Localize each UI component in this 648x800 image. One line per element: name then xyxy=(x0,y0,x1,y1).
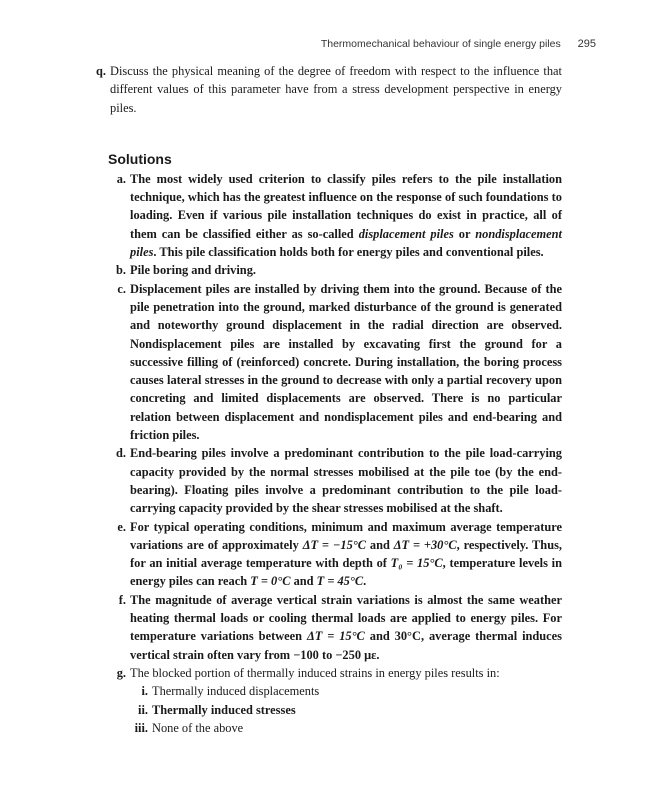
solution-a-term-nondisplacement: nondisplacement piles xyxy=(130,226,562,260)
solution-e-text-3: , respectively. Thus, for an initial average temperature with depth of xyxy=(130,537,563,571)
solution-b xyxy=(110,261,562,279)
solution-marker: e. xyxy=(117,519,126,534)
solution-e-text-1: For typical operating conditions, minimum and maximum average temperature variations are of approximately xyxy=(130,519,562,552)
solution-d xyxy=(110,444,562,517)
solution-a xyxy=(110,170,562,261)
math-t-max: T = 45°C xyxy=(316,574,364,589)
solution-marker: b. xyxy=(116,263,126,278)
solution-g xyxy=(110,664,562,682)
math-t-min: T = 0°C xyxy=(250,574,291,589)
solutions-heading: Solutions xyxy=(108,150,172,167)
solution-text: The blocked portion of thermally induced strains in energy piles results in: xyxy=(130,665,500,680)
option-marker: ii. xyxy=(138,702,148,717)
solution-text xyxy=(130,170,562,261)
solution-marker: d. xyxy=(116,446,126,461)
solution-e-text-6: . xyxy=(363,574,367,589)
solution-marker: a. xyxy=(116,171,126,186)
option-text: Thermally induced displacements xyxy=(152,684,320,699)
solutions-list xyxy=(110,170,562,737)
solution-e-text-5: and xyxy=(290,574,317,589)
math-delta-t-min: ΔT = −15°C xyxy=(302,537,366,552)
solution-text xyxy=(130,591,562,664)
solution-a-text-1: The most widely used criterion to classify piles refers to the pile installation technique, which has the greatest influence on the response of such foundations to loading. Even if various pile installation techniques do exist in practice, all of them can be classified either as so-called xyxy=(130,171,562,241)
solution-a-text-2: or xyxy=(453,226,476,241)
solution-e-text-2: and xyxy=(366,537,394,552)
solution-marker: c. xyxy=(117,281,126,296)
solution-a-term-displacement: displacement piles xyxy=(358,226,454,241)
solution-e xyxy=(110,518,562,591)
option-item xyxy=(130,701,562,719)
option-text: None of the above xyxy=(152,720,244,735)
solution-text: Displacement piles are installed by driving them into the ground. Because of the pile penetration into the ground, marked disturbance of the ground is generated and noteworthy ground displacement in the radial direction are observed. Nondisplacement piles are installed by excavating first the ground for a successive filling of (reinforced) concrete. During installation, the boring process causes lateral stresses in the ground to decrease with only a partial recovery upon concreting and limited displacements are observed. There is no particular relation between displacement and nondisplacement piles and end-bearing and friction piles. xyxy=(130,281,562,443)
question-q xyxy=(96,62,562,117)
solution-text: End-bearing piles involve a predominant contribution to the pile load-carrying capacity provided by the normal stresses mobilised at the pile toe (by the end-bearing). Floating piles involve a predominant contribution to the pile load-carrying capacity provided by the shear stresses mobilised at the shaft. xyxy=(130,446,562,516)
option-text-selected: Thermally induced stresses xyxy=(152,702,296,717)
math-t0: T₀ = 15°C xyxy=(390,556,443,571)
solution-e-text-4: , temperature levels in energy piles can reach xyxy=(130,556,562,589)
solution-text xyxy=(130,518,562,591)
option-item xyxy=(130,682,562,700)
option-marker: i. xyxy=(141,684,148,699)
page-number: 295 xyxy=(577,38,596,50)
solution-marker: g. xyxy=(116,665,126,680)
question-marker: q. xyxy=(96,64,106,78)
running-head-title: Thermomechanical behaviour of single energy piles xyxy=(320,38,561,50)
solution-marker: f. xyxy=(118,592,126,607)
solution-f-text-2: and 30°C, average thermal induces vertical strain often vary from −100 to −250 με. xyxy=(130,629,563,662)
solution-c xyxy=(110,280,562,445)
question-text: Discuss the physical meaning of the degree of freedom with respect to the influence that different values of this parameter have from a stress development perspective in energy piles. xyxy=(110,64,562,115)
page-content xyxy=(96,62,563,737)
math-delta-t: ΔT = 15°C xyxy=(306,629,365,644)
solution-f-text-1: The magnitude of average vertical strain variations is almost the same weather heating thermal loads or cooling thermal loads are applied to energy piles. For temperature variations between xyxy=(130,592,562,644)
solution-g-options xyxy=(130,682,562,737)
solution-text: Pile boring and driving. xyxy=(130,263,256,278)
option-item xyxy=(130,719,562,737)
option-marker: iii. xyxy=(134,720,148,735)
solution-f xyxy=(110,591,562,664)
math-delta-t-max: ΔT = +30°C xyxy=(393,537,457,552)
solution-a-text-3: . This pile classification holds both for energy piles and conventional piles. xyxy=(153,245,544,260)
running-head xyxy=(321,38,596,50)
